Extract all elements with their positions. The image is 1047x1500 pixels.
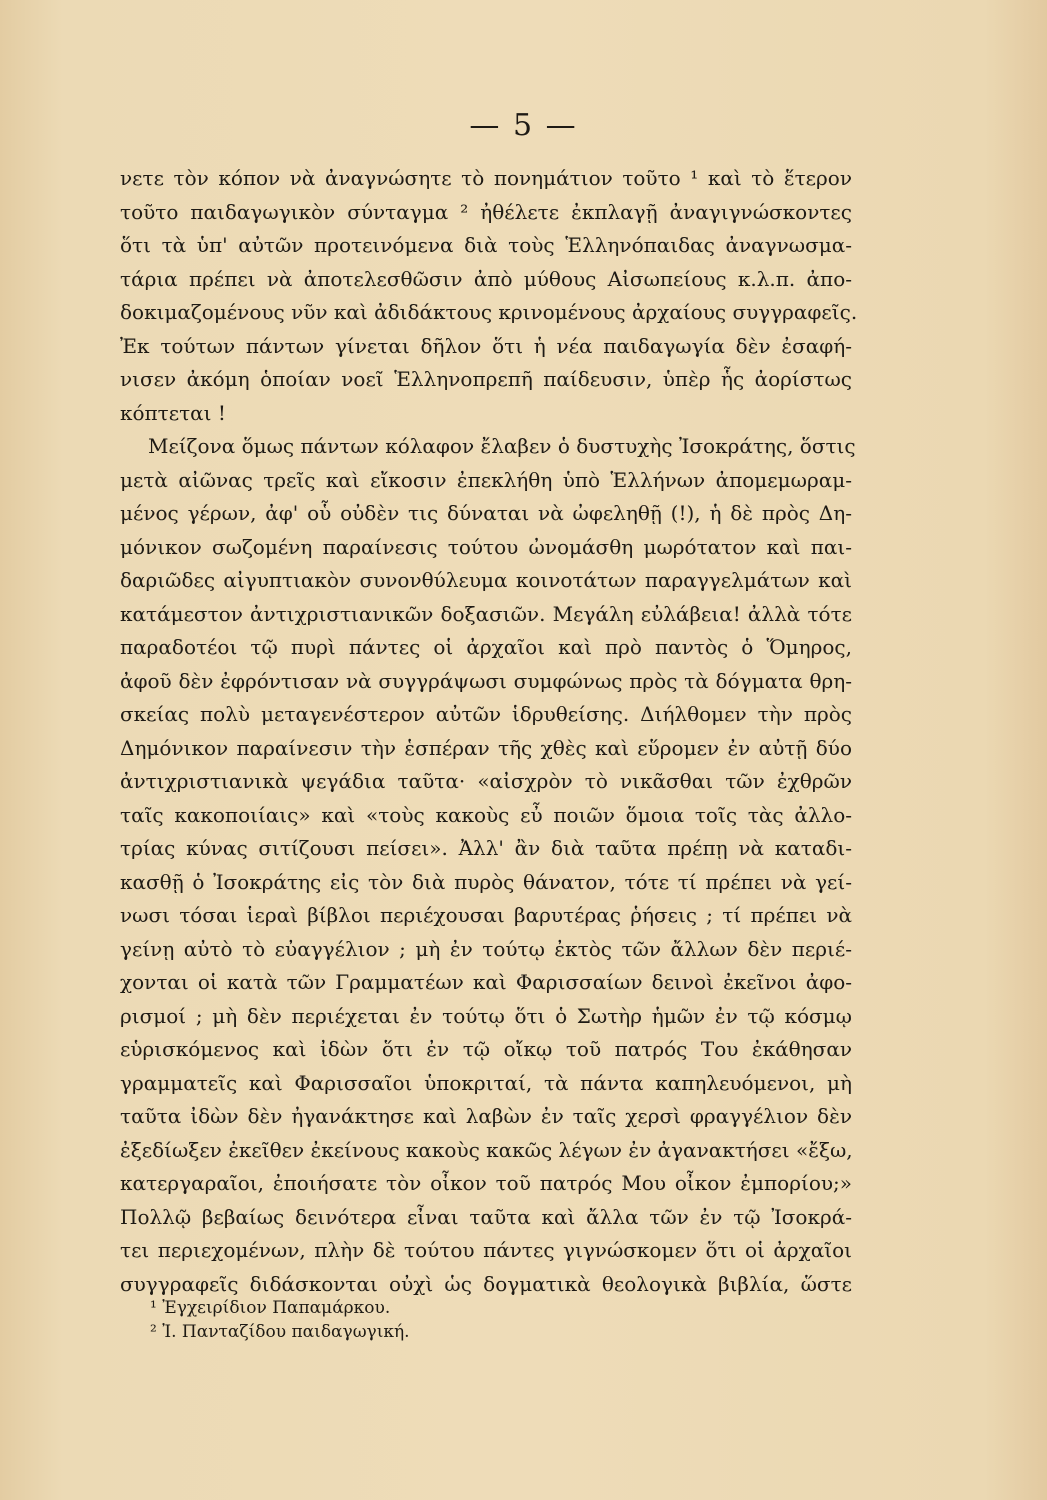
text-line: ἀντιχριστιανικὰ ψεγάδια ταῦτα· «αἰσχρὸν τὸ νικᾶσθαι τῶν ἐχθρῶν — [120, 769, 852, 793]
text-line: κατάμεστον ἀντιχριστιανικῶν δοξασιῶν. Μεγάλη εὐλάβεια! ἀλλὰ τότε — [120, 601, 852, 626]
text-line: τοῦτο παιδαγωγικὸν σύνταγμα ² ἠθέλετε ἐκπλαγῇ ἀναγιγνώσκοντες — [120, 199, 852, 224]
text-line: παραδοτέοι τῷ πυρὶ πάντες οἱ ἀρχαῖοι καὶ πρὸ παντὸς ὁ Ὅμηρος, — [120, 635, 852, 659]
text-line: δοκιμαζομένους νῦν καὶ ἀδιδάκτους κρινομένους ἀρχαίους συγγραφεῖς. — [120, 300, 858, 324]
text-line: ταῖς κακοποιίαις» καὶ «τοὺς κακοὺς εὖ ποιῶν ὅμοια τοῖς τὰς ἀλλο- — [120, 802, 852, 827]
text-line: γραμματεῖς καὶ Φαρισσαῖοι ὑποκριταί, τὰ πάντα καπηλευόμενοι, μὴ — [120, 1070, 852, 1095]
page-number: — 5 — — [469, 108, 578, 143]
text-line: ἐξεδίωξεν ἐκεῖθεν ἐκείνους κακοὺς κακῶς λέγων ἐν ἀγανακτήσει «ἔξω, — [120, 1137, 853, 1162]
text-line: νωσι τόσαι ἱεραὶ βίβλοι περιέχουσαι βαρυτέρας ῥήσεις ; τί πρέπει νὰ — [120, 903, 852, 927]
text-line: δαριῶδες αἰγυπτιακὸν συνονθύλευμα κοινοτάτων παραγγελμάτων καὶ — [120, 568, 852, 592]
text-line: κόπτεται ! — [120, 400, 226, 425]
text-line: εὑρισκόμενος καὶ ἰδὼν ὅτι ἐν τῷ οἴκῳ τοῦ πατρός Του ἐκάθησαν — [120, 1037, 852, 1061]
text-line: Δημόνικον παραίνεσιν τὴν ἑσπέραν τῆς χθὲς καὶ εὕρομεν ἐν αὐτῇ δύο — [120, 735, 852, 760]
text-line: συγγραφεῖς διδάσκονται οὐχὶ ὡς δογματικὰ θεολογικὰ βιβλία, ὥστε — [120, 1271, 852, 1296]
text-line: χονται οἱ κατὰ τῶν Γραμματέων καὶ Φαρισσαίων δεινοὶ ἐκεῖνοι ἀφο- — [120, 970, 852, 994]
text-line: τρίας κύνας σιτίζουσι πείσει». Ἀλλ' ἂν διὰ ταῦτα πρέπῃ νὰ καταδι- — [120, 836, 852, 860]
text-line: νισεν ἀκόμη ὁποίαν νοεῖ Ἑλληνοπρεπῆ παίδευσιν, ὑπὲρ ἧς ἀορίστως — [120, 367, 852, 391]
text-line: Πολλῷ βεβαίως δεινότερα εἶναι ταῦτα καὶ ἄλλα τῶν ἐν τῷ Ἰσοκρά- — [120, 1204, 852, 1229]
text-line: μόνικον σωζομένη παραίνεσις τούτου ὠνομάσθη μωρότατον καὶ παι- — [120, 534, 852, 559]
text-line: τάρια πρέπει νὰ ἀποτελεσθῶσιν ἀπὸ μύθους Αἰσωπείους κ.λ.π. ἀπο- — [120, 266, 852, 291]
text-line: ταῦτα ἰδὼν δὲν ἠγανάκτησε καὶ λαβὼν ἐν ταῖς χερσὶ φραγγέλιον δὲν — [120, 1104, 852, 1128]
text-line: ὅτι τὰ ὑπ' αὐτῶν προτεινόμενα διὰ τοὺς Ἑλληνόπαιδας ἀναγνωσμα- — [120, 233, 852, 257]
footnote-2: ² Ἰ. Πανταζίδου παιδαγωγική. — [150, 1322, 410, 1342]
text-line: μένος γέρων, ἀφ' οὗ οὐδὲν τις δύναται νὰ ὠφεληθῇ (!), ἡ δὲ πρὸς Δη- — [120, 501, 852, 525]
text-line: σκείας πολὺ μεταγενέστερον αὐτῶν ἱδρυθείσης. Διήλθομεν τὴν πρὸς — [120, 702, 852, 726]
body-text — [120, 162, 858, 1301]
text-line: γείνῃ αὐτὸ τὸ εὐαγγέλιον ; μὴ ἐν τούτῳ ἐκτὸς τῶν ἄλλων δὲν περιέ- — [120, 936, 852, 961]
text-line: Μείζονα ὅμως πάντων κόλαφον ἔλαβεν ὁ δυστυχὴς Ἰσοκράτης, ὅστις — [148, 434, 856, 458]
text-line: Ἐκ τούτων πάντων γίνεται δῆλον ὅτι ἡ νέα παιδαγωγία δὲν ἐσαφή- — [120, 333, 852, 358]
text-line: ρισμοί ; μὴ δὲν περιέχεται ἐν τούτῳ ὅτι ὁ Σωτὴρ ἡμῶν ἐν τῷ κόσμῳ — [120, 1003, 852, 1028]
text-line: μετὰ αἰῶνας τρεῖς καὶ εἴκοσιν ἐπεκλήθη ὑπὸ Ἑλλήνων ἀπομεμωραμ- — [120, 467, 852, 492]
text-line: κασθῇ ὁ Ἰσοκράτης εἰς τὸν διὰ πυρὸς θάνατον, τότε τί πρέπει νὰ γεί- — [120, 869, 852, 894]
footnotes — [150, 1296, 410, 1344]
text-line: κατεργαραῖοι, ἐποιήσατε τὸν οἶκον τοῦ πατρός Μου οἶκον ἐμπορίου;» — [120, 1171, 852, 1195]
text-line: ἀφοῦ δὲν ἐφρόντισαν νὰ συγγράψωσι συμφώνως πρὸς τὰ δόγματα θρη- — [120, 668, 852, 693]
footnote-1: ¹ Ἐγχειρίδιον Παπαμάρκου. — [150, 1298, 391, 1318]
text-line: νετε τὸν κόπον νὰ ἀναγνώσητε τὸ πονημάτιον τοῦτο ¹ καὶ τὸ ἕτερον — [120, 166, 852, 190]
text-line: τει περιεχομένων, πλὴν δὲ τούτου πάντες γιγνώσκομεν ὅτι οἱ ἀρχαῖοι — [120, 1238, 852, 1262]
